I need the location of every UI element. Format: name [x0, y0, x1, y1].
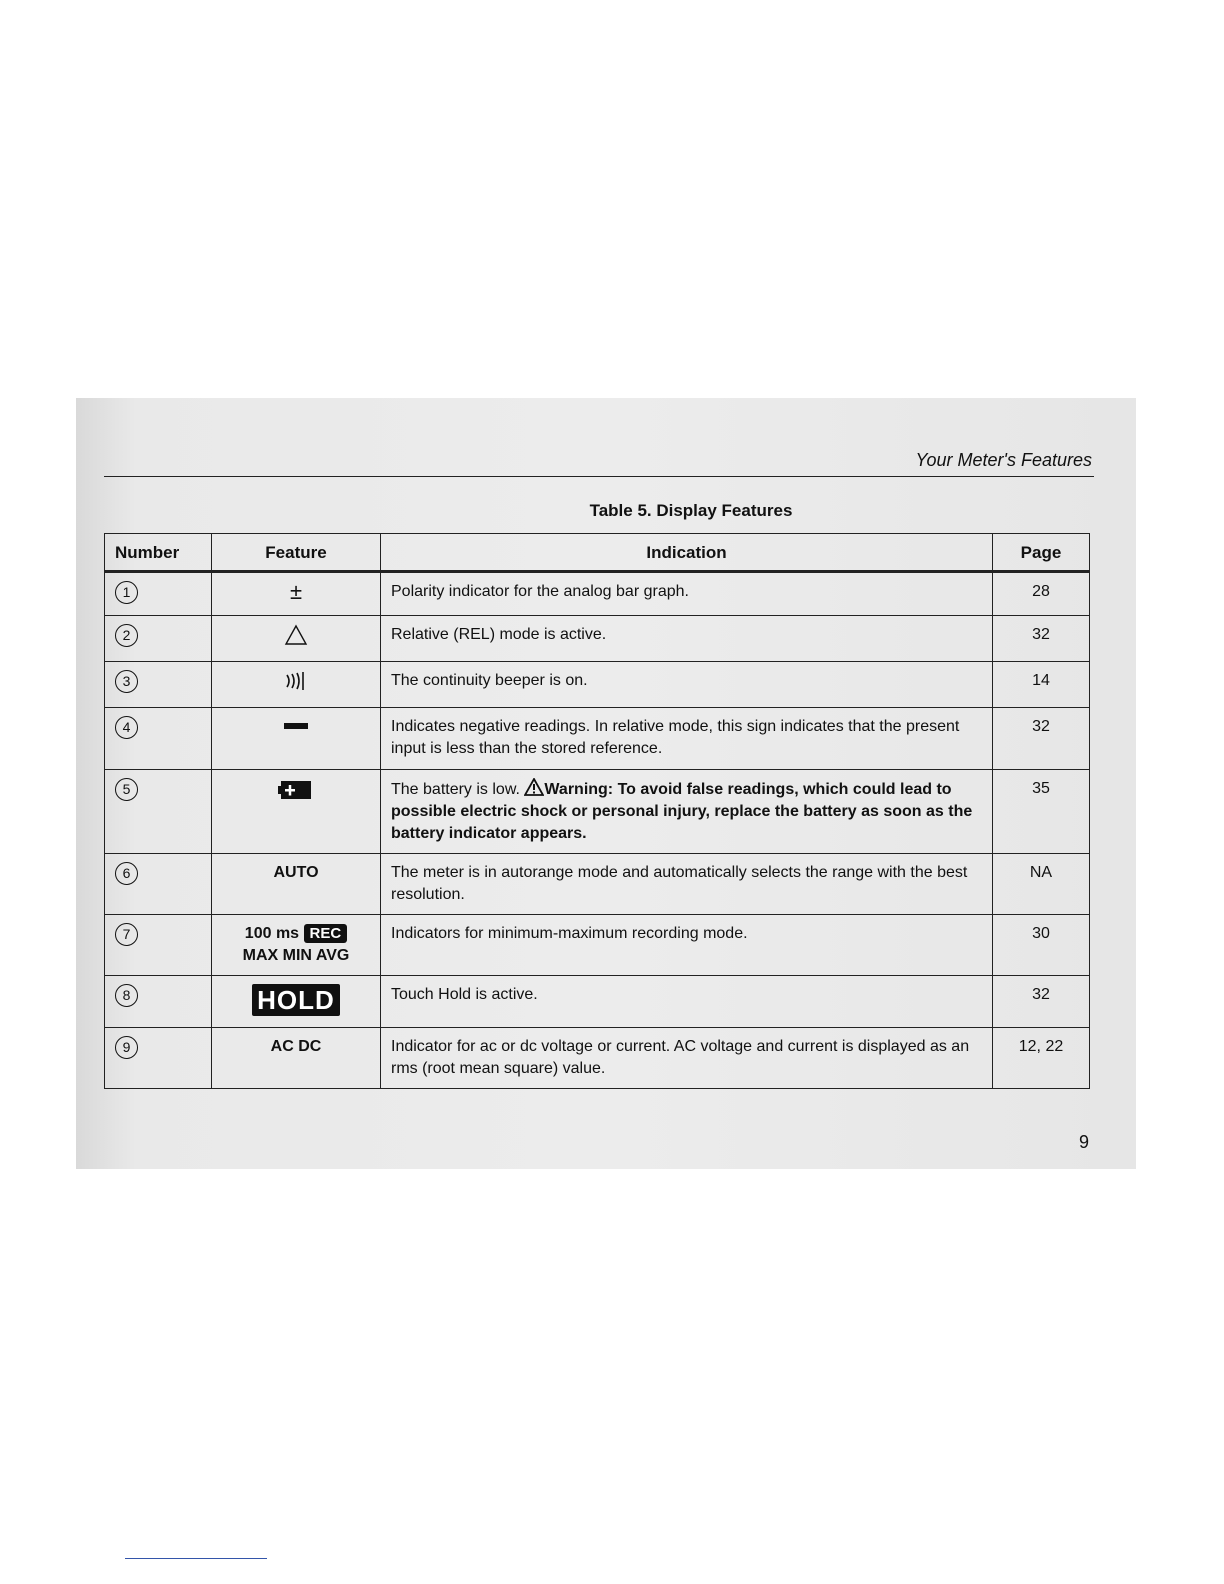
rec-badge: REC — [304, 924, 348, 943]
display-features-table — [104, 533, 1090, 1089]
feature-cell: AUTO — [212, 854, 381, 915]
table-row — [105, 662, 1090, 708]
circled-number: 7 — [115, 923, 138, 946]
circled-number: 1 — [115, 581, 138, 604]
indication-text: The battery is low. — [391, 781, 520, 798]
feature-cell — [212, 976, 381, 1028]
row-number-cell — [105, 976, 212, 1028]
row-number-cell — [105, 572, 212, 616]
feature-cell — [212, 662, 381, 708]
indication-cell: Indicates negative readings. In relative mode, this sign indicates that the present input is less than the stored reference. — [381, 708, 993, 770]
feature-cell — [212, 708, 381, 770]
row-number-cell — [105, 708, 212, 770]
row-number-cell — [105, 1028, 212, 1089]
column-header-indication: Indication — [381, 534, 993, 572]
page-cell: 35 — [993, 770, 1090, 854]
row-number-cell — [105, 915, 212, 976]
circled-number: 4 — [115, 716, 138, 739]
table-row — [105, 708, 1090, 770]
column-header-number: Number — [105, 534, 212, 572]
page-cell: NA — [993, 854, 1090, 915]
page-cell: 32 — [993, 976, 1090, 1028]
circled-number: 3 — [115, 670, 138, 693]
header-rule — [104, 476, 1094, 477]
column-header-page: Page — [993, 534, 1090, 572]
table-row — [105, 1028, 1090, 1089]
indication-cell: The meter is in autorange mode and automatically selects the range with the best resolution. — [381, 854, 993, 915]
table-row — [105, 616, 1090, 662]
feature-cell — [212, 616, 381, 662]
table-row — [105, 854, 1090, 915]
page-cell: 30 — [993, 915, 1090, 976]
indication-cell: Relative (REL) mode is active. — [381, 616, 993, 662]
page-number: 9 — [1078, 1132, 1089, 1152]
triangle-icon — [284, 624, 308, 646]
running-head: Your Meter's Features — [915, 450, 1092, 470]
circled-number: 2 — [115, 624, 138, 647]
feature-cell — [212, 915, 381, 976]
table-row — [105, 976, 1090, 1028]
column-header-feature: Feature — [212, 534, 381, 572]
page-cell: 32 — [993, 616, 1090, 662]
table-row — [105, 915, 1090, 976]
minus-bar-icon — [283, 716, 309, 736]
row-number-cell — [105, 616, 212, 662]
circled-number: 8 — [115, 984, 138, 1007]
circled-number: 5 — [115, 778, 138, 801]
page-cell: 32 — [993, 708, 1090, 770]
warning-text: Warning: To avoid false readings, which could lead to possible electric shock or personal injury, replace the battery as soon as the battery indicator appears. — [391, 781, 973, 842]
table-header-row — [105, 534, 1090, 572]
circled-number: 9 — [115, 1036, 138, 1059]
footnote-rule — [125, 1558, 267, 1559]
indication-cell: Indicators for minimum-maximum recording mode. — [381, 915, 993, 976]
page-cell: 28 — [993, 572, 1090, 616]
table-row — [105, 572, 1090, 616]
feature-cell — [212, 770, 381, 854]
beeper-icon — [281, 670, 311, 692]
scanned-page — [76, 398, 1136, 1169]
indication-cell — [381, 770, 993, 854]
row-number-cell — [105, 662, 212, 708]
interval-label: 100 ms — [244, 925, 300, 942]
table-row — [105, 770, 1090, 854]
battery-icon — [278, 778, 314, 802]
warning-icon — [524, 778, 544, 796]
feature-cell — [212, 572, 381, 616]
row-number-cell — [105, 770, 212, 854]
hold-badge: HOLD — [252, 984, 340, 1016]
indication-cell: Touch Hold is active. — [381, 976, 993, 1028]
row-number-cell — [105, 854, 212, 915]
max-min-avg-label: MAX MIN AVG — [242, 947, 350, 964]
table-caption: Table 5. Display Features — [589, 501, 793, 520]
indication-cell: Polarity indicator for the analog bar graph. — [381, 572, 993, 616]
plus-minus-symbol: ± — [289, 579, 303, 604]
indication-cell: The continuity beeper is on. — [381, 662, 993, 708]
circled-number: 6 — [115, 862, 138, 885]
page-cell: 12, 22 — [993, 1028, 1090, 1089]
page-cell: 14 — [993, 662, 1090, 708]
feature-cell: AC DC — [212, 1028, 381, 1089]
indication-cell: Indicator for ac or dc voltage or current. AC voltage and current is displayed as an rms (root mean square) value. — [381, 1028, 993, 1089]
